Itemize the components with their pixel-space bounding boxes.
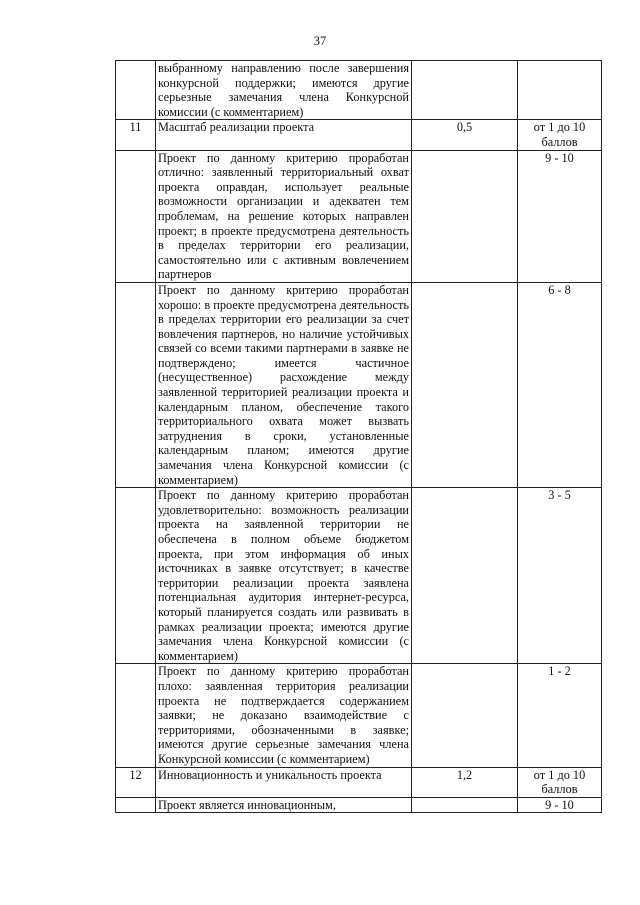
criterion-number: 11 (116, 120, 156, 150)
criterion-weight (412, 797, 518, 813)
table-row (116, 797, 602, 813)
criterion-weight (412, 488, 518, 664)
criterion-number (116, 664, 156, 767)
criterion-description: Проект по данному критерию проработан отлично: заявленный территориальный охват проекта оправдан, использует реальные возможности организации и адекватен тем проблемам, на решение которых направлен проект; в проекте предусмотрена деятельность в пределах территории его реализации, самостоятельно или с активным вовлечением партнеров (156, 150, 412, 282)
table-row (116, 767, 602, 797)
table-row (116, 282, 602, 487)
criterion-score-range: от 1 до 10 баллов (518, 120, 602, 150)
table-row (116, 488, 602, 664)
criterion-weight (412, 61, 518, 120)
criterion-score: 3 - 5 (518, 488, 602, 664)
criterion-weight (412, 664, 518, 767)
criterion-number (116, 797, 156, 813)
criterion-number (116, 150, 156, 282)
criterion-title: Масштаб реализации проекта (156, 120, 412, 150)
table-row (116, 664, 602, 767)
criterion-description: Проект по данному критерию проработан удовлетворительно: возможность реализации проекта на заявленной территории не обеспечена в полном объеме бюджетом проекта, при этом информация об иных источниках в заявке отсутствует; в качестве территории реализации проекта заявлена потенциальная аудитория интернет-ресурса, который планируется создать или развивать в рамках реализации проекта; имеются другие замечания члена Конкурсной комиссии (с комментарием) (156, 488, 412, 664)
criterion-description: Проект является инновационным, (156, 797, 412, 813)
page-number: 37 (313, 34, 327, 48)
criterion-description: Проект по данному критерию проработан плохо: заявленная территория реализации проекта не подтверждается содержанием заявки; не доказано взаимодействие с территориями, обозначенными в заявке; имеются другие серьезные замечания члена Конкурсной комиссии (с комментарием) (156, 664, 412, 767)
table-row (116, 61, 602, 120)
criterion-number (116, 488, 156, 664)
criterion-title: Инновационность и уникальность проекта (156, 767, 412, 797)
criterion-score (518, 61, 602, 120)
criterion-score: 6 - 8 (518, 282, 602, 487)
criterion-score: 1 - 2 (518, 664, 602, 767)
criterion-score-range: от 1 до 10 баллов (518, 767, 602, 797)
criterion-description: Проект по данному критерию проработан хорошо: в проекте предусмотрена деятельность в пределах территории его реализации за счет вовлечения партнеров, но наличие устойчивых связей со всеми такими партнерами в заявке не подтверждено; имеется частичное (несущественное) расхождение между заявленной территорией реализации проекта и календарным планом, обеспечение такого территориального охвата может вызвать затруднения в сроки, установленные календарным планом; имеются другие замечания члена Конкурсной комиссии (с комментарием) (156, 282, 412, 487)
criterion-number: 12 (116, 767, 156, 797)
criterion-weight: 0,5 (412, 120, 518, 150)
criteria-table (115, 60, 602, 813)
table-row (116, 150, 602, 282)
criterion-score: 9 - 10 (518, 797, 602, 813)
criterion-weight (412, 282, 518, 487)
criterion-score: 9 - 10 (518, 150, 602, 282)
criterion-number (116, 282, 156, 487)
criterion-weight: 1,2 (412, 767, 518, 797)
criterion-description: выбранному направлению после завершения конкурсной поддержки; имеются другие серьезные замечания члена Конкурсной комиссии (с комментарием) (156, 61, 412, 120)
criterion-number (116, 61, 156, 120)
criterion-weight (412, 150, 518, 282)
table-row (116, 120, 602, 150)
